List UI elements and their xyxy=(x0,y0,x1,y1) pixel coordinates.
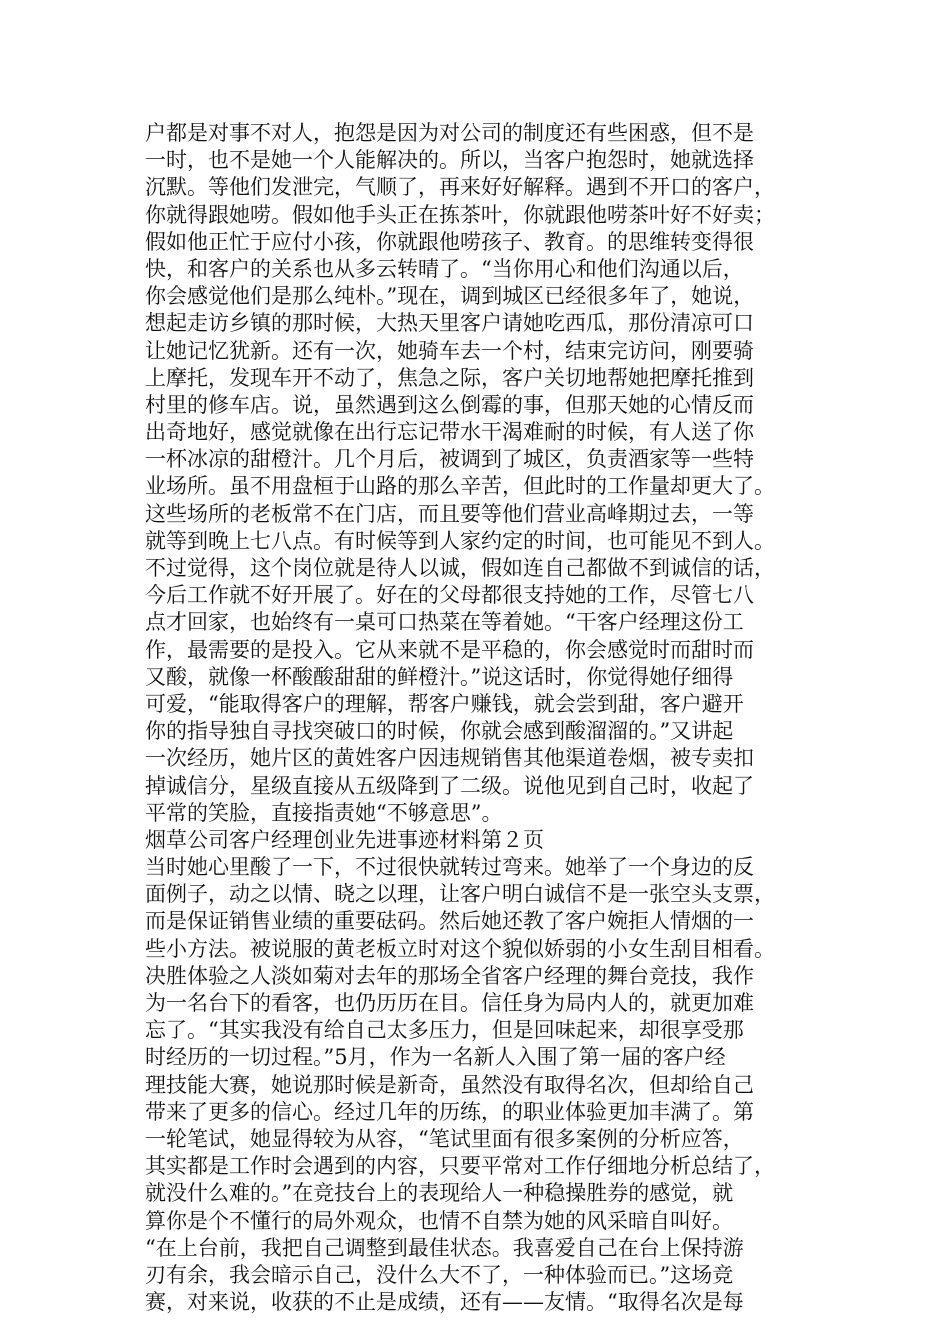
text-line: 今后工作就不好开展了。好在的父母都很支持她的工作，尽管七八 xyxy=(145,583,754,608)
text-line: 点才回家，也始终有一桌可口热菜在等着她。“干客户经理这份工 xyxy=(145,610,744,635)
text-line: 而是保证销售业绩的重要砝码。然后她还教了客户婉拒人情烟的一 xyxy=(145,909,754,934)
text-line: 沉默。等他们发泄完，气顺了，再来好好解释。遇到不开口的客户， xyxy=(145,175,775,200)
text-line: 让她记忆犹新。还有一次，她骑车去一个村，结束完访问，刚要骑 xyxy=(145,338,754,363)
text-line: 作，最需要的是投入。它从来就不是平稳的，你会感觉时而甜时而 xyxy=(145,637,754,662)
text-line: 想起走访乡镇的那时候，大热天里客户请她吃西瓜，那份清凉可口 xyxy=(145,311,754,336)
text-line: 一轮笔试，她显得较为从容，“笔试里面有很多案例的分析应答， xyxy=(145,1126,744,1151)
text-line: 一杯冰凉的甜橙汁。几个月后，被调到了城区，负责酒家等一些特 xyxy=(145,447,754,472)
text-line: 理技能大赛，她说那时候是新奇，虽然没有取得名次，但却给自己 xyxy=(145,1072,754,1097)
text-line: 决胜体验之人淡如菊对去年的那场全省客户经理的舞台竞技，我作 xyxy=(145,963,754,988)
text-line: 你会感觉他们是那么纯朴。”现在，调到城区已经很多年了，她说， xyxy=(145,284,755,309)
text-line: 不过觉得，这个岗位就是待人以诚，假如连自己都做不到诚信的话， xyxy=(145,556,775,580)
text-line: 村里的修车店。说，虽然遇到这么倒霉的事，但那天她的心情反而 xyxy=(145,392,754,417)
text-line: 刃有余，我会暗示自己，没什么大不了，一种体验而已。”这场竞 xyxy=(145,1262,734,1287)
text-line: 赛，对来说，收获的不止是成绩，还有——友情。“取得名次是每 xyxy=(145,1290,744,1315)
text-line: 出奇地好，感觉就像在出行忘记带水干渴难耐的时候，有人送了你 xyxy=(145,420,754,445)
text-line: 时经历的一切过程。”5月，作为一名新人入围了第一届的客户经 xyxy=(145,1045,726,1070)
text-line: 上摩托，发现车开不动了，焦急之际，客户关切地帮她把摩托推到 xyxy=(145,365,754,390)
text-line: 就等到晚上七八点。有时候等到人家约定的时间，也可能见不到人。 xyxy=(145,528,775,553)
text-line: 一时，也不是她一个人能解决的。所以，当客户抱怨时，她就选择 xyxy=(145,148,754,173)
text-line: 面例子，动之以情、晓之以理，让客户明白诚信不是一张空头支票， xyxy=(145,882,775,907)
text-line: 烟草公司客户经理创业先进事迹材料第２页 xyxy=(145,827,544,852)
text-line: “在上台前，我把自己调整到最佳状态。我喜爱自己在台上保持游 xyxy=(145,1235,744,1260)
text-line: 其实都是工作时会遇到的内容，只要平常对工作仔细地分析总结了， xyxy=(145,1154,775,1179)
text-line: 些小方法。被说服的黄老板立时对这个貌似娇弱的小女生刮目相看。 xyxy=(145,936,775,961)
text-line: 假如他正忙于应付小孩，你就跟他唠孩子、教育。的思维转变得很 xyxy=(145,229,754,254)
text-line: 带来了更多的信心。经过几年的历练，的职业体验更加丰满了。第 xyxy=(145,1099,754,1124)
text-line: 一次经历，她片区的黄姓客户因违规销售其他渠道卷烟，被专卖扣 xyxy=(145,746,754,771)
text-line: 掉诚信分，星级直接从五级降到了二级。说他见到自己时，收起了 xyxy=(145,773,754,798)
text-line: 当时她心里酸了一下，不过很快就转过弯来。她举了一个身边的反 xyxy=(145,855,754,880)
text-line: 又酸，就像一杯酸酸甜甜的鲜橙汁。”说这话时，你觉得她仔细得 xyxy=(145,664,734,689)
text-line: 你就得跟她唠。假如他手头正在拣茶叶，你就跟他唠茶叶好不好卖； xyxy=(145,202,775,227)
text-line: 忘了。“其实我没有给自己太多压力，但是回味起来，却很享受那 xyxy=(145,1018,744,1043)
text-line: 为一名台下的看客，也仍历历在目。信任身为局内人的，就更加难 xyxy=(145,991,754,1015)
text-line: 平常的笑脸，直接指责她“不够意思”。 xyxy=(145,800,503,825)
text-line: 快，和客户的关系也从多云转晴了。“当你用心和他们沟通以后， xyxy=(145,256,744,281)
text-line: 户都是对事不对人，抱怨是因为对公司的制度还有些困惑，但不是 xyxy=(145,121,754,145)
text-line: 就没什么难的。”在竞技台上的表现给人一种稳操胜券的感觉，就 xyxy=(145,1181,734,1206)
text-line: 算你是个不懂行的局外观众，也情不自禁为她的风采暗自叫好。 xyxy=(145,1208,733,1233)
text-line: 这些场所的老板常不在门店，而且要等他们营业高峰期过去，一等 xyxy=(145,501,754,526)
document-body xyxy=(145,120,805,1316)
text-line: 你的指导独自寻找突破口的时候，你就会感到酸溜溜的。”又讲起 xyxy=(145,719,734,744)
text-line: 业场所。虽不用盘桓于山路的那么辛苦，但此时的工作量却更大了。 xyxy=(145,474,775,499)
text-line: 可爱，“能取得客户的理解，帮客户赚钱，就会尝到甜，客户避开 xyxy=(145,691,744,716)
